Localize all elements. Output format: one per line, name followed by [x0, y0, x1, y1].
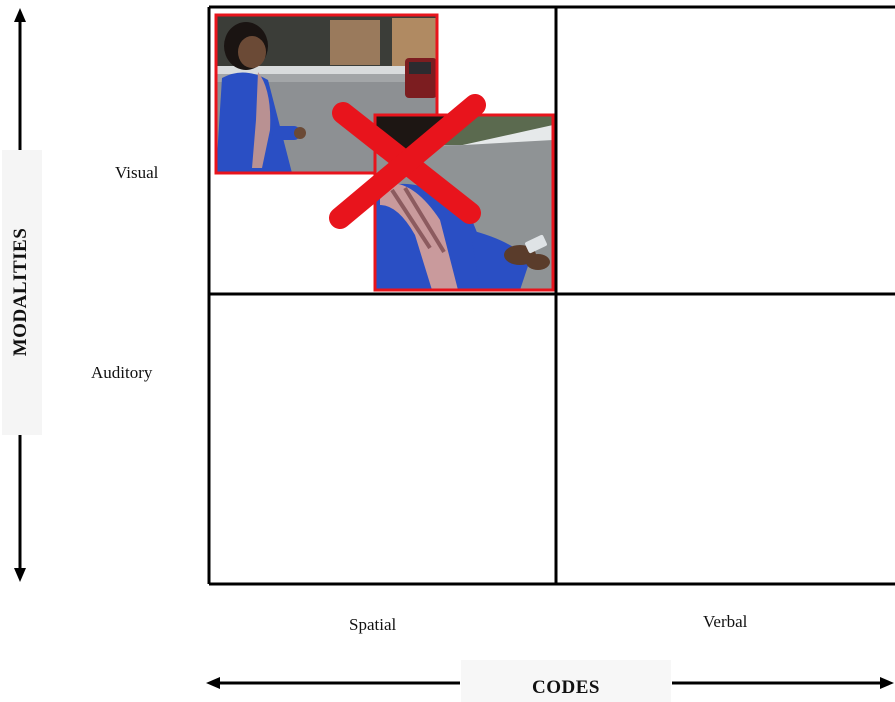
row-label-auditory: Auditory [91, 363, 153, 382]
codes-axis-title: CODES [532, 677, 600, 698]
modalities-axis-title: MODALITIES [10, 227, 31, 357]
column-label-verbal: Verbal [703, 612, 748, 631]
row-label-visual: Visual [115, 163, 159, 182]
column-label-spatial: Spatial [349, 615, 397, 634]
